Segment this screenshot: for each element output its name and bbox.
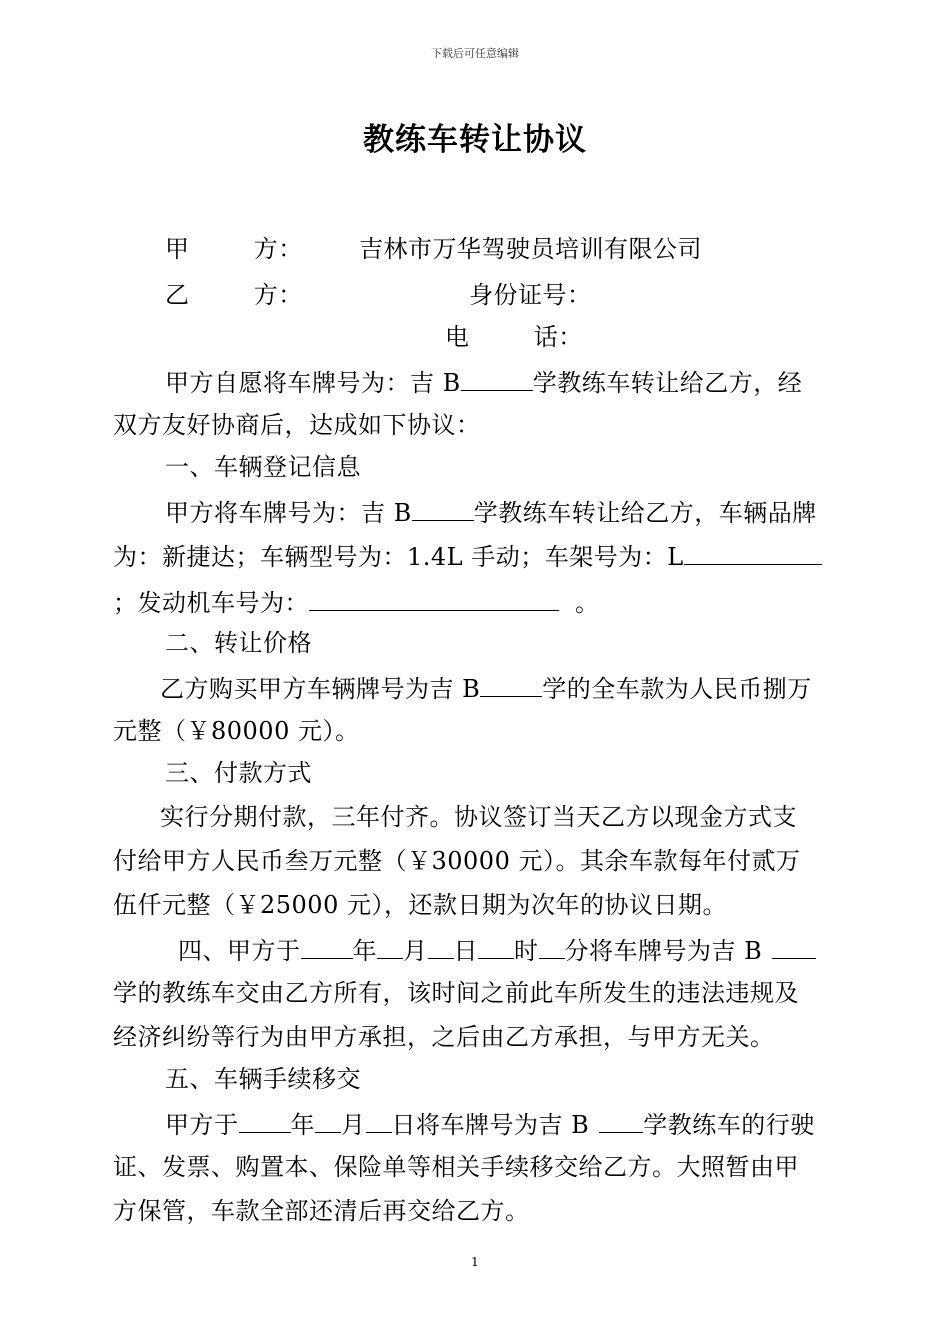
section-1-heading: 一、车辆登记信息 (165, 453, 361, 481)
plate-blank (599, 1108, 643, 1133)
day-blank (366, 1108, 392, 1133)
section-2-l1-part-2: 学的全车款为人民币捌万 (542, 675, 812, 703)
section-4-day: 日 (453, 937, 478, 965)
phone-label-2: 话： (533, 323, 583, 351)
section-5-line-3: 方保管，车款全部还清后再交给乙方。 (113, 1197, 530, 1225)
year-blank (239, 1108, 291, 1133)
section-5-day: 日将车牌号为吉 B (391, 1111, 590, 1139)
section-4-hour: 时 (514, 937, 539, 965)
phone-label-1: 电 (445, 323, 470, 351)
header-note: 下载后可任意编辑 (431, 47, 519, 60)
section-1-line-1 (165, 496, 845, 528)
section-1-l3-part-1: ；发动机车号为： (113, 589, 309, 617)
section-3-line-2: 付给甲方人民币叁万元整（￥30000 元）。其余车款每年付贰万 (113, 847, 801, 875)
section-3-line-3: 伍仟元整（￥25000 元），还款日期为次年的协议日期。 (113, 891, 727, 919)
section-4-line-3: 经济纠纷等行为由甲方承担，之后由乙方承担，与甲方无关。 (113, 1023, 775, 1051)
section-5-month: 月 (341, 1111, 366, 1139)
page-number: 1 (471, 1255, 479, 1269)
section-2-heading: 二、转让价格 (165, 629, 312, 657)
minute-blank (539, 934, 565, 959)
section-1-line-2 (113, 540, 843, 572)
section-4-year: 年 (352, 937, 377, 965)
intro-line-2: 双方友好协商后，达成如下协议： (113, 411, 481, 439)
section-3-heading: 三、付款方式 (165, 759, 312, 787)
section-5-end: 学教练车的行驶 (643, 1111, 815, 1139)
section-5-heading: 五、车辆手续移交 (165, 1065, 361, 1093)
intro-part-2: 学教练车转让给乙方，经 (532, 369, 803, 397)
year-blank (301, 934, 353, 959)
section-1-l1-part-1: 甲方将车牌号为：吉 B (165, 499, 412, 527)
plate-blank (772, 934, 816, 959)
plate-blank (412, 496, 474, 521)
plate-blank (461, 366, 533, 391)
party-a-name: 吉林市万华驾驶员培训有限公司 (359, 235, 703, 263)
party-a-line (165, 234, 889, 264)
section-3-line-1: 实行分期付款，三年付齐。协议签订当天乙方以现金方式支 (160, 803, 797, 831)
plate-blank (480, 672, 542, 697)
section-1-l2-part-1: 为：新捷达；车辆型号为：1.4L 手动；车架号为：L (113, 543, 684, 571)
intro-line-1 (165, 366, 845, 398)
section-4-line-1 (178, 934, 838, 966)
section-2-l1-part-1: 乙方购买甲方车辆牌号为吉 B (160, 675, 481, 703)
section-2-line-2: 元整（￥80000 元）。 (113, 717, 360, 745)
section-1-line-3 (113, 586, 837, 618)
section-1-l3-part-2: 。 (575, 589, 600, 617)
party-a-label-2: 方： (253, 235, 303, 263)
section-4-start: 四、甲方于 (178, 937, 301, 965)
party-b-label-2: 方： (253, 281, 303, 309)
document-title: 教练车转让协议 (363, 122, 587, 158)
section-4-minute: 分将车牌号为吉 B (564, 937, 763, 965)
section-4-line-2: 学的教练车交由乙方所有，该时间之前此车所发生的违法违规及 (113, 979, 799, 1007)
hour-blank (478, 934, 514, 959)
engine-number-blank (309, 586, 559, 611)
party-b-id-label: 身份证号： (469, 281, 592, 309)
party-b-label-1: 乙 (165, 281, 190, 309)
month-blank (315, 1108, 341, 1133)
day-blank (428, 934, 454, 959)
frame-number-blank (684, 540, 822, 565)
section-5-line-2: 证、发票、购置本、保险单等相关手续移交给乙方。大照暂由甲 (113, 1153, 799, 1181)
section-5-year: 年 (290, 1111, 315, 1139)
section-1-l1-part-2: 学教练车转让给乙方，车辆品牌 (473, 499, 817, 527)
section-5-line-1 (165, 1108, 845, 1140)
party-a-label-1: 甲 (165, 235, 190, 263)
phone-line (445, 322, 950, 352)
intro-part-1: 甲方自愿将车牌号为：吉 B (165, 369, 461, 397)
section-2-line-1 (160, 672, 840, 704)
party-b-line (165, 280, 889, 310)
section-4-month: 月 (403, 937, 428, 965)
month-blank (377, 934, 403, 959)
section-5-start: 甲方于 (165, 1111, 239, 1139)
